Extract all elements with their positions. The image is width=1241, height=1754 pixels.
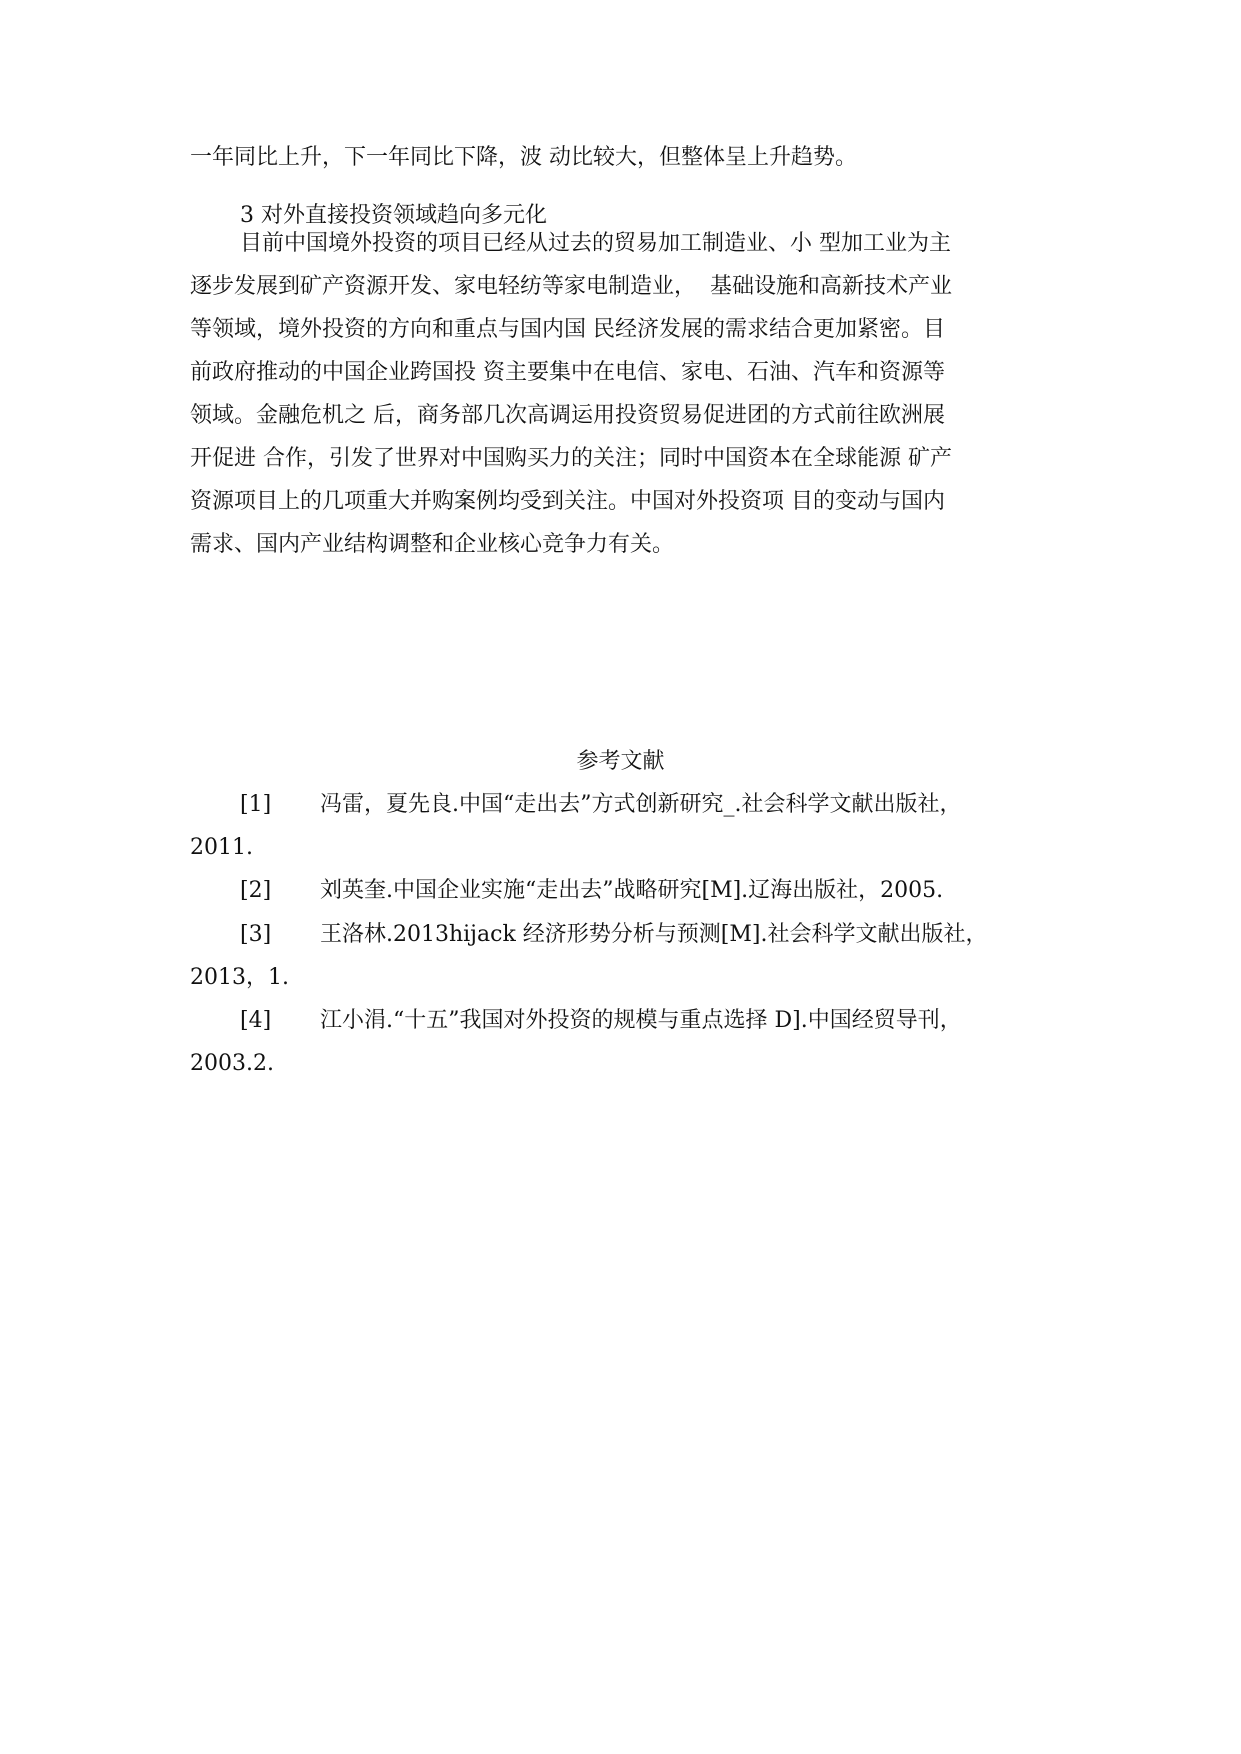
body-line-1: 一年同比上升，下一年同比下降，波 动比较大，但整体呈上升趋势。 <box>190 145 857 170</box>
body-line-9: 需求、国内产业结构调整和企业核心竞争力有关。 <box>190 532 675 557</box>
section-heading: 3 对外直接投资领域趋向多元化 <box>240 203 547 228</box>
body-line-5: 前政府推动的中国企业跨国投 资主要集中在电信、家电、石油、汽车和资源等 <box>190 360 945 385</box>
reference-continuation: 2011. <box>190 835 253 860</box>
reference-text: 冯雷，夏先良.中国“走出去”方式创新研究_.社会科学文献出版社， <box>320 792 962 817</box>
body-line-4: 等领域，境外投资的方向和重点与国内国 民经济发展的需求结合更加紧密。目 <box>190 317 945 342</box>
body-line-8: 资源项目上的几项重大并购案例均受到关注。中国对外投资项 目的变动与国内 <box>190 489 945 514</box>
reference-number: [2] <box>240 878 272 903</box>
references-title: 参考文献 <box>576 749 665 774</box>
reference-number: [4] <box>240 1008 272 1033</box>
reference-continuation: 2013，1. <box>190 965 289 990</box>
reference-text: 王洛林.2013hijack 经济形势分析与预测[M].社会科学文献出版社， <box>320 922 988 947</box>
body-line-3: 逐步发展到矿产资源开发、家电轻纺等家电制造业， 基础设施和高新技术产业 <box>190 274 952 299</box>
body-line-6: 领域。金融危机之 后，商务部几次高调运用投资贸易促进团的方式前往欧洲展 <box>190 403 945 428</box>
body-line-7: 开促进 合作，引发了世界对中国购买力的关注；同时中国资本在全球能源 矿产 <box>190 446 952 471</box>
reference-number: [1] <box>240 792 272 817</box>
reference-continuation: 2003.2. <box>190 1051 274 1076</box>
body-line-2: 目前中国境外投资的项目已经从过去的贸易加工制造业、小 型加工业为主 <box>240 231 951 256</box>
reference-text: 江小涓.“十五”我国对外投资的规模与重点选择 D].中国经贸导刊， <box>320 1008 962 1033</box>
reference-number: [3] <box>240 922 272 947</box>
reference-text: 刘英奎.中国企业实施“走出去”战略研究[M].辽海出版社，2005. <box>320 878 944 903</box>
